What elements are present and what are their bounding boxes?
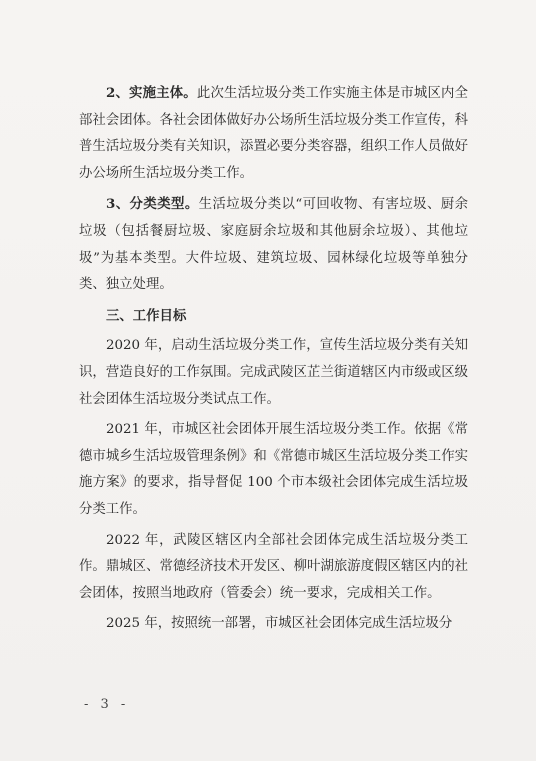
document-body [79, 80, 468, 642]
implementer-paragraph [79, 80, 468, 187]
implementer-text: 此次生活垃圾分类工作实施主体是市城区内全部社会团体。各社会团体做好办公场所生活垃圾分类工作宣传，科普生活垃圾分类有关知识，添置必要分类容器，组织工作人员做好办公场所生活垃圾分类工作。 [79, 86, 469, 181]
category-type-paragraph [79, 191, 468, 298]
page-number: - 3 - [84, 697, 130, 712]
category-type-text: 生活垃圾分类以“可回收物、有害垃圾、厨余垃圾（包括餐厨垃圾、家庭厨余垃圾和其他厨余垃圾）、其他垃圾”为基本类型。大件垃圾、建筑垃圾、园林绿化垃圾等单独分类、独立处理。 [79, 197, 468, 293]
category-type-label: 3、分类类型。 [106, 196, 199, 213]
implementer-label: 2、实施主体。 [106, 85, 197, 101]
goal-2022-paragraph: 2022 年，武陵区辖区内全部社会团体完成生活垃圾分类工作。鼎城区、常德经济技术开发区、柳叶湖旅游度假区辖区内的社会团体，按照当地政府（管委会）统一要求，完成相关工作。 [79, 532, 468, 601]
goal-2025-paragraph: 2025 年，按照统一部署，市城区社会团体完成生活垃圾分 [106, 616, 453, 632]
goals-heading: 三、工作目标 [106, 307, 187, 324]
goal-2020-paragraph: 2020 年，启动生活垃圾分类工作，宣传生活垃圾分类有关知识，营造良好的工作氛围。完成武陵区芷兰街道辖区内市级或区级社会团体生活垃圾分类试点工作。 [79, 338, 468, 407]
goal-2021-paragraph: 2021 年，市城区社会团体开展生活垃圾分类工作。依据《常德市城乡生活垃圾管理条例》和《常德市城区生活垃圾分类工作实施方案》的要求，指导督促 100 个市本级社会团体完成生活垃圾分类工作。 [79, 422, 468, 517]
